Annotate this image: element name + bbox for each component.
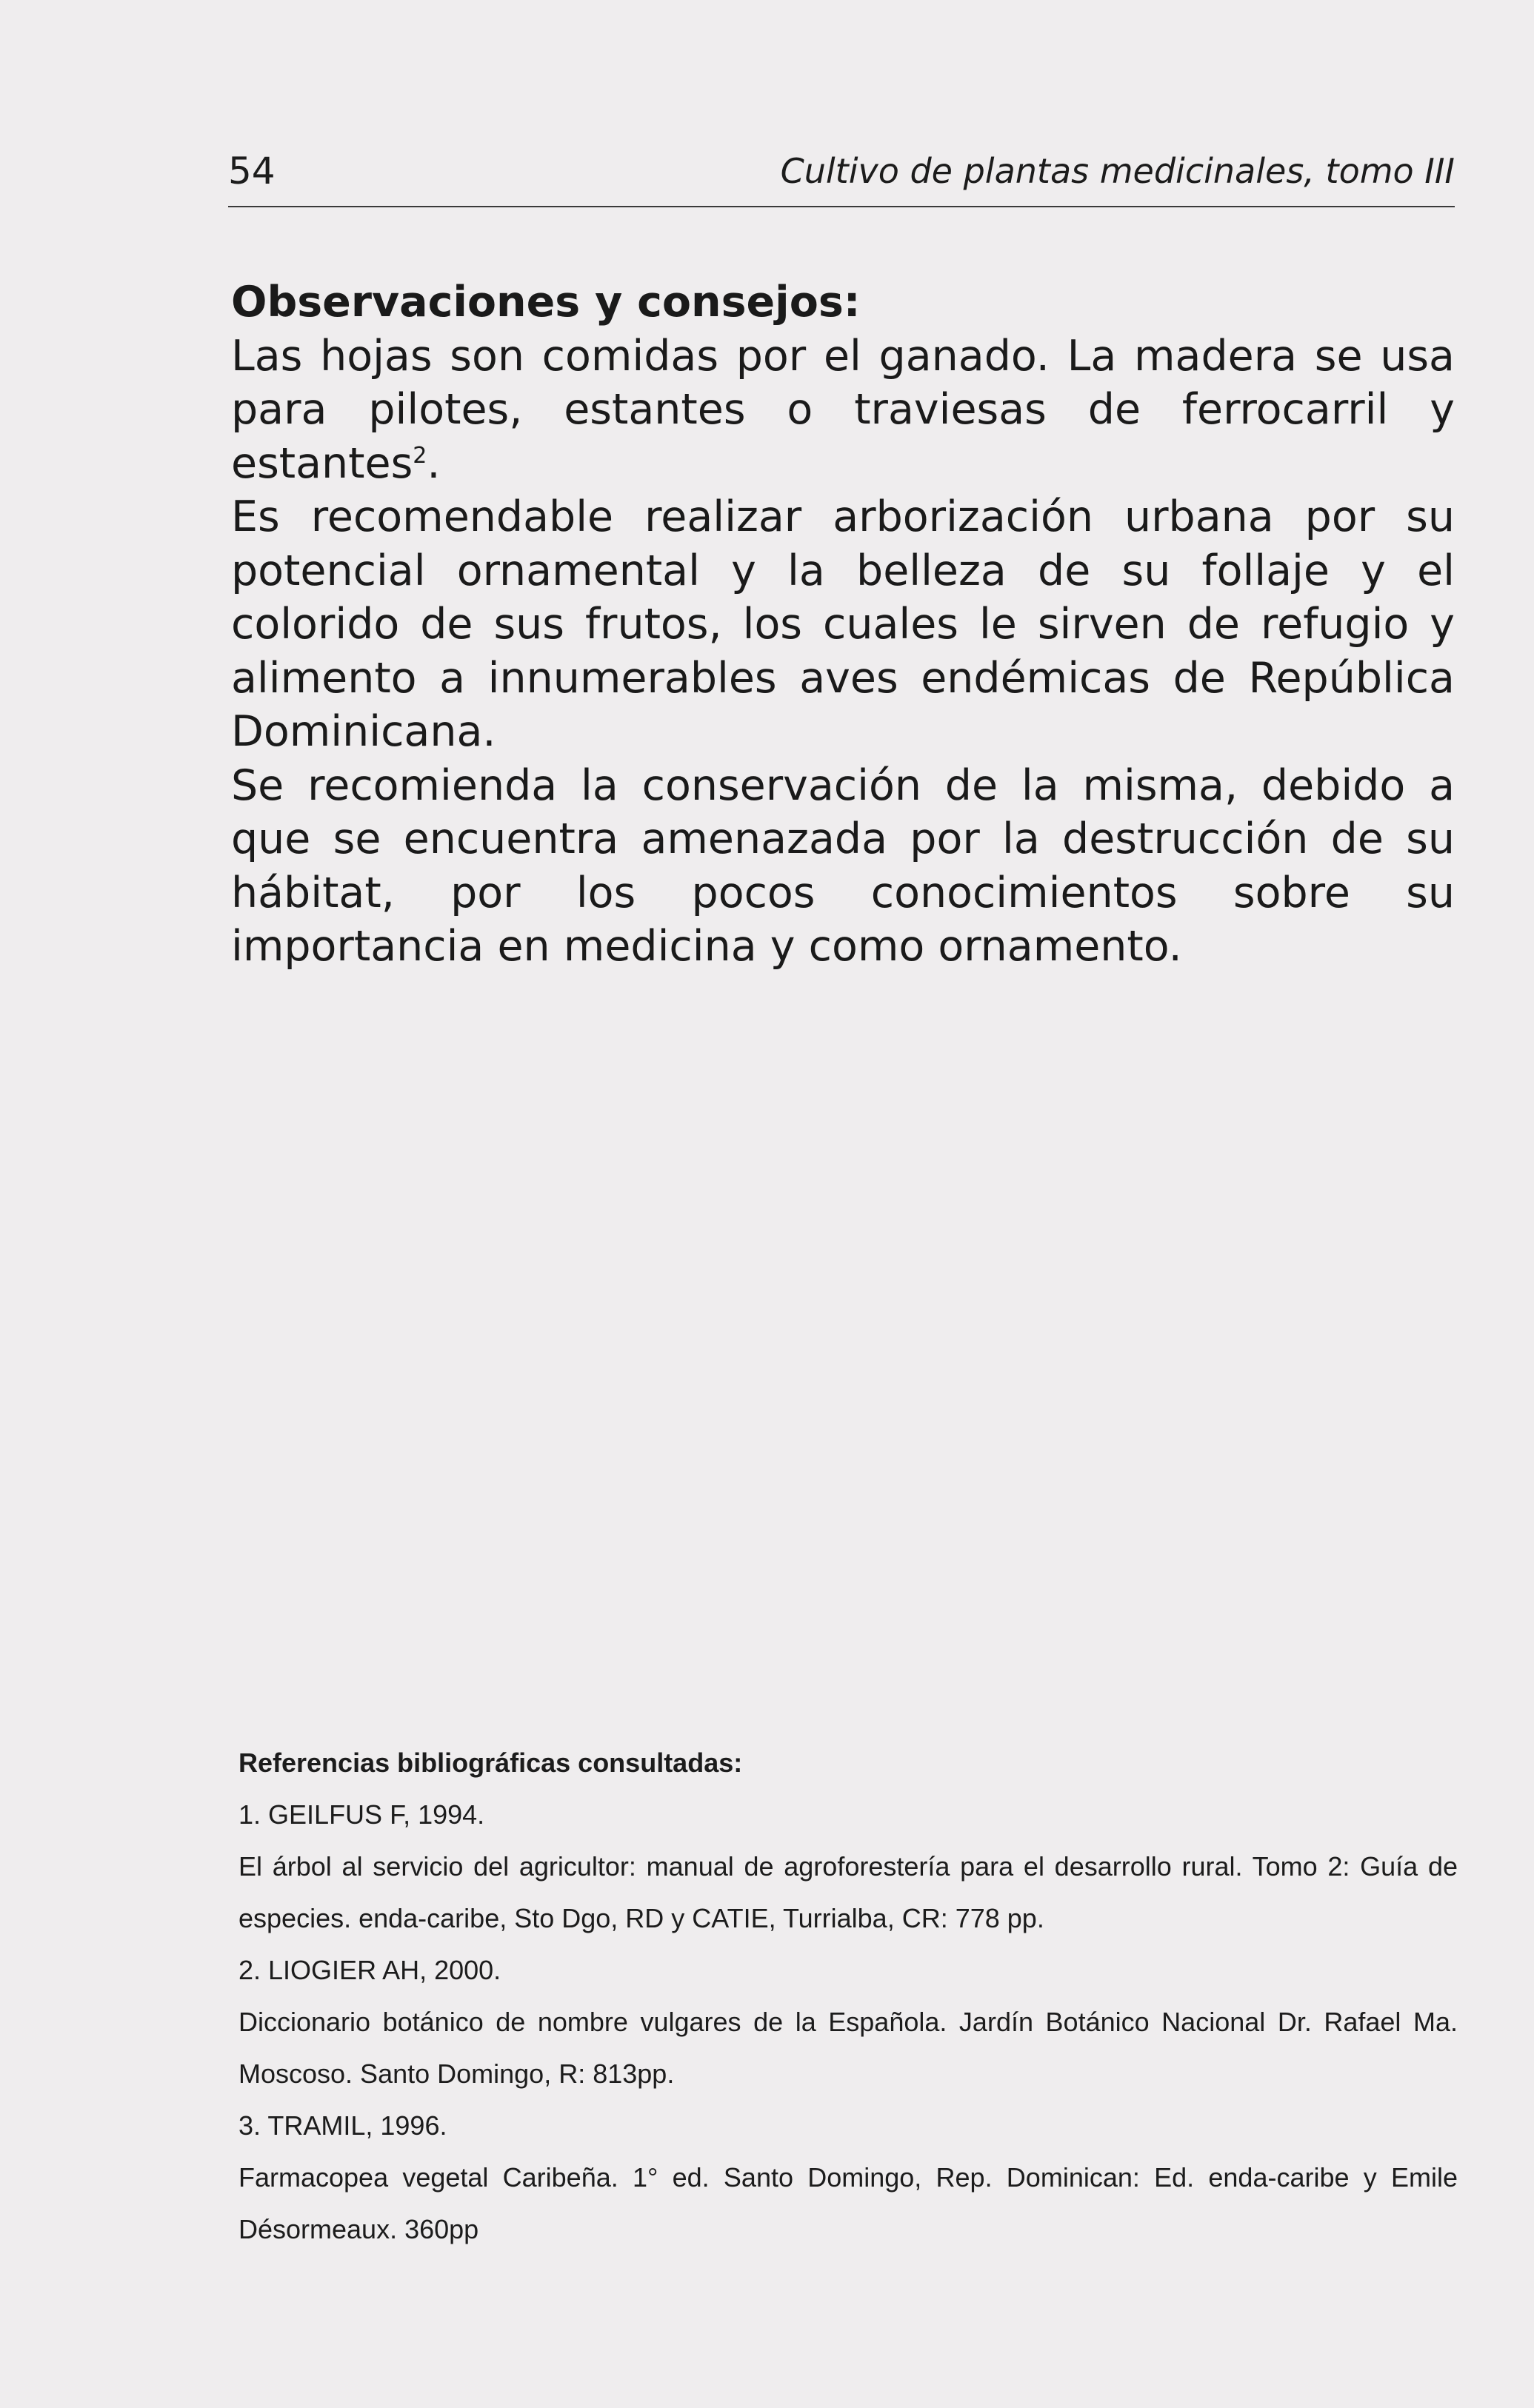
paragraph-conservation: Se recomienda la conservación de la misma, debido a que se encuentra amenazada por la destrucción de su hábitat, por los pocos conocimientos sobre su importancia en medicina y como ornamento. bbox=[231, 760, 1455, 971]
reference-marker: 2 bbox=[413, 442, 427, 469]
reference-1-author: 1. GEILFUS F, 1994. bbox=[239, 1799, 485, 1830]
references-heading: Referencias bibliográficas consultadas: bbox=[239, 1748, 743, 1778]
section-heading: Observaciones y consejos: bbox=[231, 278, 861, 327]
reference-2-text: Diccionario botánico de nombre vulgares de la Española. Jardín Botánico Nacional Dr. Rafael Ma. Moscoso. Santo Domingo, R: 813pp. bbox=[239, 2007, 1458, 2089]
reference-2-author: 2. LIOGIER AH, 2000. bbox=[239, 1955, 501, 1985]
paragraph-uses-end: . bbox=[427, 438, 441, 488]
paragraph-uses bbox=[231, 330, 1455, 491]
paragraph-ornamental: Es recomendable realizar arborización urbana por su potencial ornamental y la belleza de su follaje y el colorido de sus frutos, los cuales le sirven de refugio y alimento a innumerables aves endémicas de República Dominicana. bbox=[231, 492, 1455, 756]
page-header bbox=[228, 145, 1455, 207]
reference-3-text: Farmacopea vegetal Caribeña. 1° ed. Santo Domingo, Rep. Dominican: Ed. enda-caribe y Emile Désormeaux. 360pp bbox=[239, 2162, 1458, 2244]
running-title: Cultivo de plantas medicinales, tomo III bbox=[780, 151, 1455, 191]
reference-3-author: 3. TRAMIL, 1996. bbox=[239, 2110, 447, 2141]
observations-section bbox=[231, 275, 1455, 974]
reference-1-text: El árbol al servicio del agricultor: manual de agroforestería para el desarrollo rural. Tomo 2: Guía de especies. enda-caribe, Sto Dgo, RD y CATIE, Turrialba, CR: 778 pp. bbox=[239, 1851, 1458, 1933]
page-number: 54 bbox=[228, 150, 276, 193]
references-section bbox=[239, 1737, 1458, 2255]
paragraph-uses-text: Las hojas son comidas por el ganado. La madera se usa para pilotes, estantes o traviesas de ferrocarril y estantes bbox=[231, 331, 1455, 488]
